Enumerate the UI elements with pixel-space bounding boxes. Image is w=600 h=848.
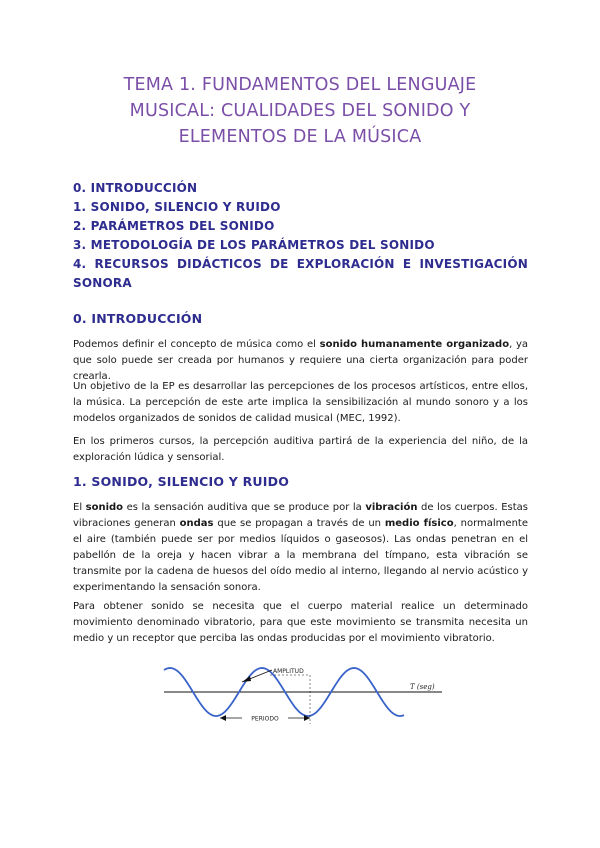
intro-p1-bold: sonido humanamente organizado (319, 339, 510, 350)
intro-paragraph-2: Un objetivo de la EP es desarrollar las percepciones de los procesos artísticos, entre ellos, la música. La percepción de este arte implica la sensibilización al mundo sonoro y a los modelos organizados de sonidos de calidad musical (MEC, 1992). (73, 381, 528, 424)
toc-item-recursos-line1: 4. RECURSOS DIDÁCTICOS DE EXPLORACIÓN E INVESTIGACIÓN (73, 257, 528, 271)
section1-paragraph-2: Para obtener sonido se necesita que el cuerpo material realice un determinado movimiento denominado vibratorio, para que este movimiento se transmita necesita un medio y un receptor que perciba las ondas producidas por el movimiento vibratorio. (73, 601, 528, 644)
amplitude-arrowhead (242, 676, 251, 682)
section1-heading: 1. SONIDO, SILENCIO Y RUIDO (73, 474, 290, 489)
period-arrow-left (220, 715, 226, 721)
intro-paragraph-1 (73, 337, 528, 385)
s1-p1-medio-fisico: medio físico (384, 518, 454, 529)
toc-item-recursos-line2: SONORA (73, 276, 132, 290)
s1-p1-e: de los cuerpos. Estas vibraciones generan (73, 502, 528, 529)
title-line-1: TEMA 1. FUNDAMENTOS DEL LENGUAJE (123, 75, 477, 95)
title-line-2: MUSICAL: CUALIDADES DEL SONIDO Y (129, 101, 471, 121)
s1-p1-sonido: sonido (85, 502, 124, 513)
s1-p1-g: que se propagan a través de un (213, 518, 385, 529)
toc-item-introduccion[interactable]: 0. INTRODUCCIÓN (73, 181, 198, 195)
title-line-3: ELEMENTOS DE LA MÚSICA (178, 127, 422, 147)
s1-p1-a: El (73, 502, 86, 513)
axis-label: T (seg) (410, 683, 435, 691)
toc-item-sonido[interactable]: 1. SONIDO, SILENCIO Y RUIDO (73, 200, 281, 214)
toc-item-recursos[interactable] (73, 255, 528, 293)
s1-p1-vibracion: vibración (365, 502, 418, 513)
intro-p1-text-a: Podemos definir el concepto de música como el (73, 339, 320, 350)
toc-item-metodologia[interactable]: 3. METODOLOGÍA DE LOS PARÁMETROS DEL SONIDO (73, 238, 435, 252)
intro-heading: 0. INTRODUCCIÓN (73, 311, 203, 326)
s1-p1-i: , normalmente el aire (también puede ser por medios líquidos o gaseosos). Las ondas penetran en el pabellón de la oreja y hacen vibrar a la membrana del tímpano, esta vibración se transmite por la cadena de huesos del oído medio al interno, llegando al nervio acústico y experimentando la sensación sonora. (73, 518, 528, 593)
sound-wave-diagram (160, 654, 450, 732)
section1-paragraph-1 (73, 500, 528, 596)
amplitude-label: AMPLITUD (273, 668, 304, 675)
period-label: PERIODO (251, 715, 279, 723)
toc-item-parametros[interactable]: 2. PARÁMETROS DEL SONIDO (73, 219, 275, 233)
table-of-contents (73, 179, 528, 293)
intro-paragraph-3: En los primeros cursos, la percepción auditiva partirá de la experiencia del niño, de la exploración lúdica y sensorial. (73, 436, 528, 463)
s1-p1-ondas: ondas (179, 518, 214, 529)
intro-p1-text-c: , ya que solo puede ser creada por humanos y requiere una cierta organización para poder crearla. (73, 339, 528, 382)
s1-p1-c: es la sensación auditiva que se produce por la (123, 502, 366, 513)
document-title (60, 72, 540, 150)
